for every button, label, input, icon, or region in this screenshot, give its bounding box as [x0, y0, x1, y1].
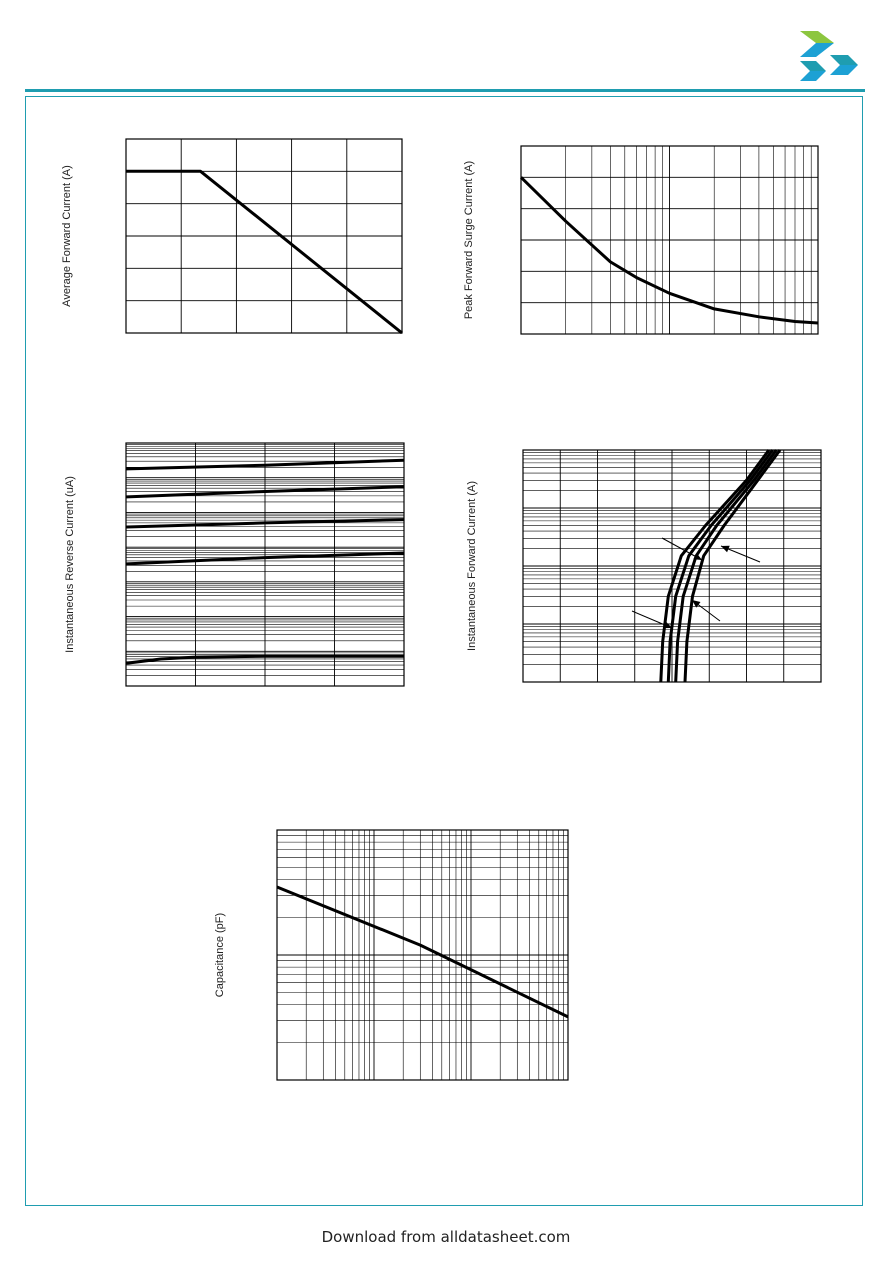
- capacitance-chart: [214, 830, 568, 1080]
- derating-chart: [61, 139, 402, 333]
- derating-y-axis-label: Average Forward Current (A): [61, 165, 73, 307]
- reverse-chart: [64, 443, 404, 686]
- reverse-y-axis-label: Instantaneous Reverse Current (uA): [64, 476, 76, 653]
- capacitance-series-1-line: [277, 887, 568, 1017]
- footer-download-text: Download from alldatasheet.com: [321, 1228, 571, 1246]
- forward-y-axis-label: Instantaneous Forward Current (A): [466, 481, 478, 651]
- derating-series-1-line: [126, 171, 402, 333]
- forward-chart: [466, 450, 821, 682]
- capacitance-y-axis-label: Capacitance (pF): [214, 912, 226, 998]
- surge-chart: [463, 146, 818, 334]
- surge-y-axis-label: Peak Forward Surge Current (A): [463, 160, 475, 320]
